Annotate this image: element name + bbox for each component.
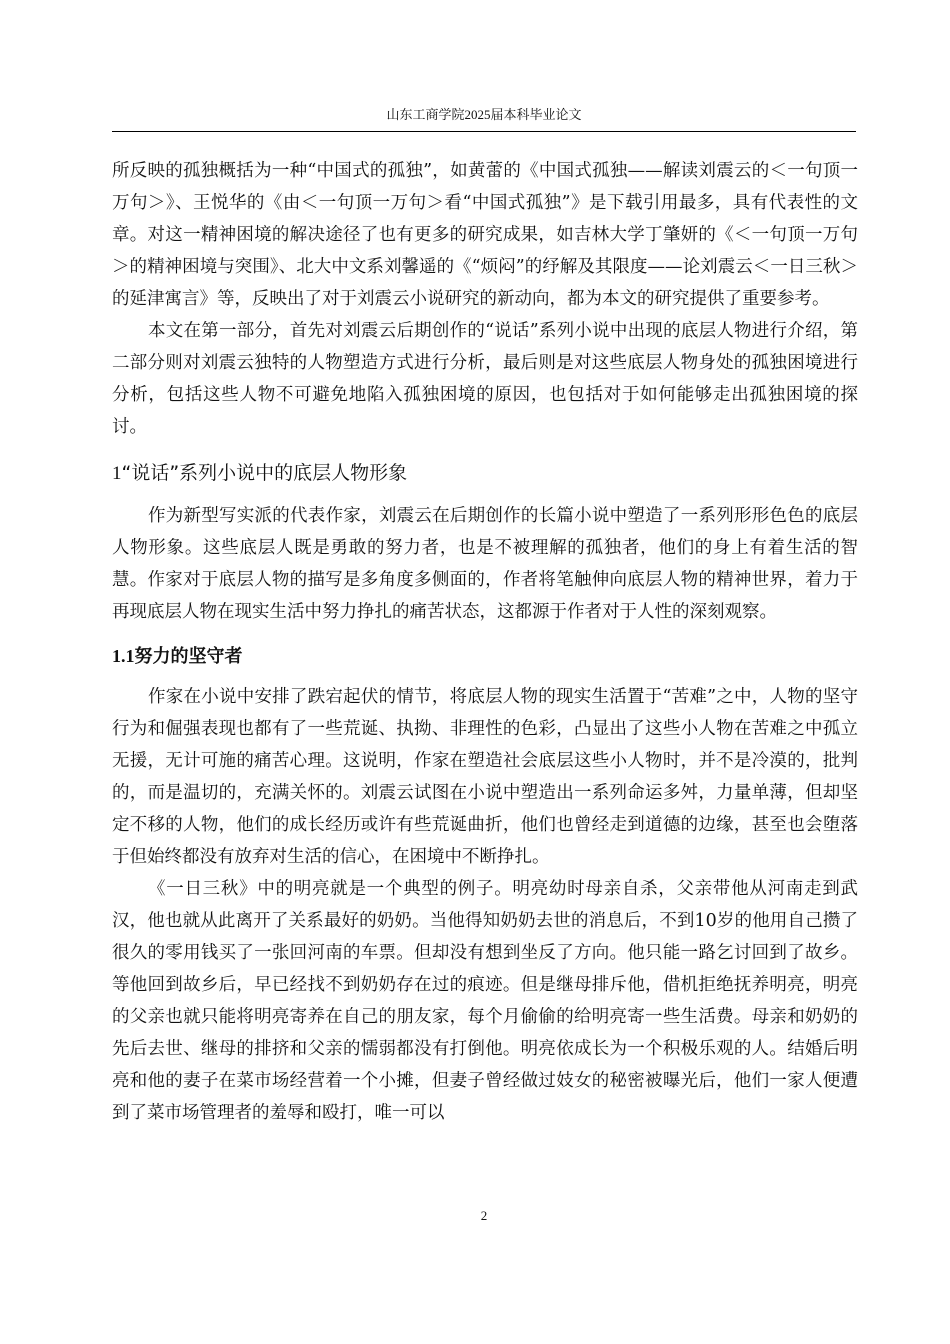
header-rule <box>112 131 856 132</box>
section-title: “说话”系列小说中的底层人物形象 <box>121 462 408 484</box>
subsection-paragraph-1: 作家在小说中安排了跌宕起伏的情节，将底层人物的现实生活置于“苦难”之中，人物的坚守行为和倔强表现也都有了一些荒诞、执拗、非理性的色彩，凸显出了这些小人物在苦难之中孤立无援，无计可施的痛苦心理。这说明，作家在塑造社会底层这些小人物时，并不是冷漠的，批判的，而是温切的，充满关怀的。刘震云试图在小说中塑造出一系列命运多舛，力量单薄，但却坚定不移的人物，他们的成长经历或许有些荒诞曲折，他们也曾经走到道德的边缘，甚至也会堕落于但始终都没有放弃对生活的信心，在困境中不断挣扎。 <box>112 687 858 867</box>
page-body <box>112 155 858 1129</box>
subsection-number: 1.1 <box>112 646 135 666</box>
intro-paragraph-continued: 所反映的孤独概括为一种“中国式的孤独”，如黄蕾的《中国式孤独——解读刘震云的＜一句顶一万句＞》、王悦华的《由＜一句顶一万句＞看“中国式孤独”》是下载引用最多，具有代表性的文章。对这一精神困境的解决途径了也有更多的研究成果，如吉林大学丁肇妍的《＜一句顶一万句＞的精神困境与突围》、北大中文系刘馨遥的《“烦闷”的纾解及其限度——论刘震云＜一日三秋＞的延津寓言》等，反映出了对于刘震云小说研究的新动向，都为本文的研究提供了重要参考。 <box>112 161 858 309</box>
running-header: 山东工商学院2025届本科毕业论文 <box>386 107 582 122</box>
section-heading-1 <box>112 453 858 494</box>
subsection-title: 努力的坚守者 <box>134 646 243 667</box>
subsection-paragraph-2: 《一日三秋》中的明亮就是一个典型的例子。明亮幼时母亲自杀，父亲带他从河南走到武汉，他也就从此离开了关系最好的奶奶。当他得知奶奶去世的消息后，不到10岁的他用自己攒了很久的零用钱买了一张回河南的车票。但却没有想到坐反了方向。他只能一路乞讨回到了故乡。等他回到故乡后，早已经找不到奶奶存在过的痕迹。但是继母排斥他，借机拒绝抚养明亮，明亮的父亲也就只能将明亮寄养在自己的朋友家，每个月偷偷的给明亮寄一些生活费。母亲和奶奶的先后去世、继母的排挤和父亲的懦弱都没有打倒他。明亮依成长为一个积极乐观的人。结婚后明亮和他的妻子在菜市场经营着一个小摊，但妻子曾经做过妓女的秘密被曝光后，他们一家人便遭到了菜市场管理者的羞辱和殴打，唯一可以 <box>112 879 858 1123</box>
intro-paragraph-structure: 本文在第一部分，首先对刘震云后期创作的“说话”系列小说中出现的底层人物进行介绍，第二部分则对刘震云独特的人物塑造方式进行分析，最后则是对这些底层人物身处的孤独困境进行分析，包括这些人物不可避免地陷入孤独困境的原因，也包括对于如何能够走出孤独困境的探讨。 <box>112 321 858 437</box>
section-1-paragraph: 作为新型写实派的代表作家，刘震云在后期创作的长篇小说中塑造了一系列形形色色的底层人物形象。这些底层人既是勇敢的努力者，也是不被理解的孤独者，他们的身上有着生活的智慧。作家对于底层人物的描写是多角度多侧面的，作者将笔触伸向底层人物的精神世界，着力于再现底层人物在现实生活中努力挣扎的痛苦状态，这都源于作者对于人性的深刻观察。 <box>112 506 858 622</box>
page-number: 2 <box>480 1208 488 1223</box>
section-number: 1 <box>112 463 122 484</box>
subsection-heading-1-1 <box>112 636 858 677</box>
